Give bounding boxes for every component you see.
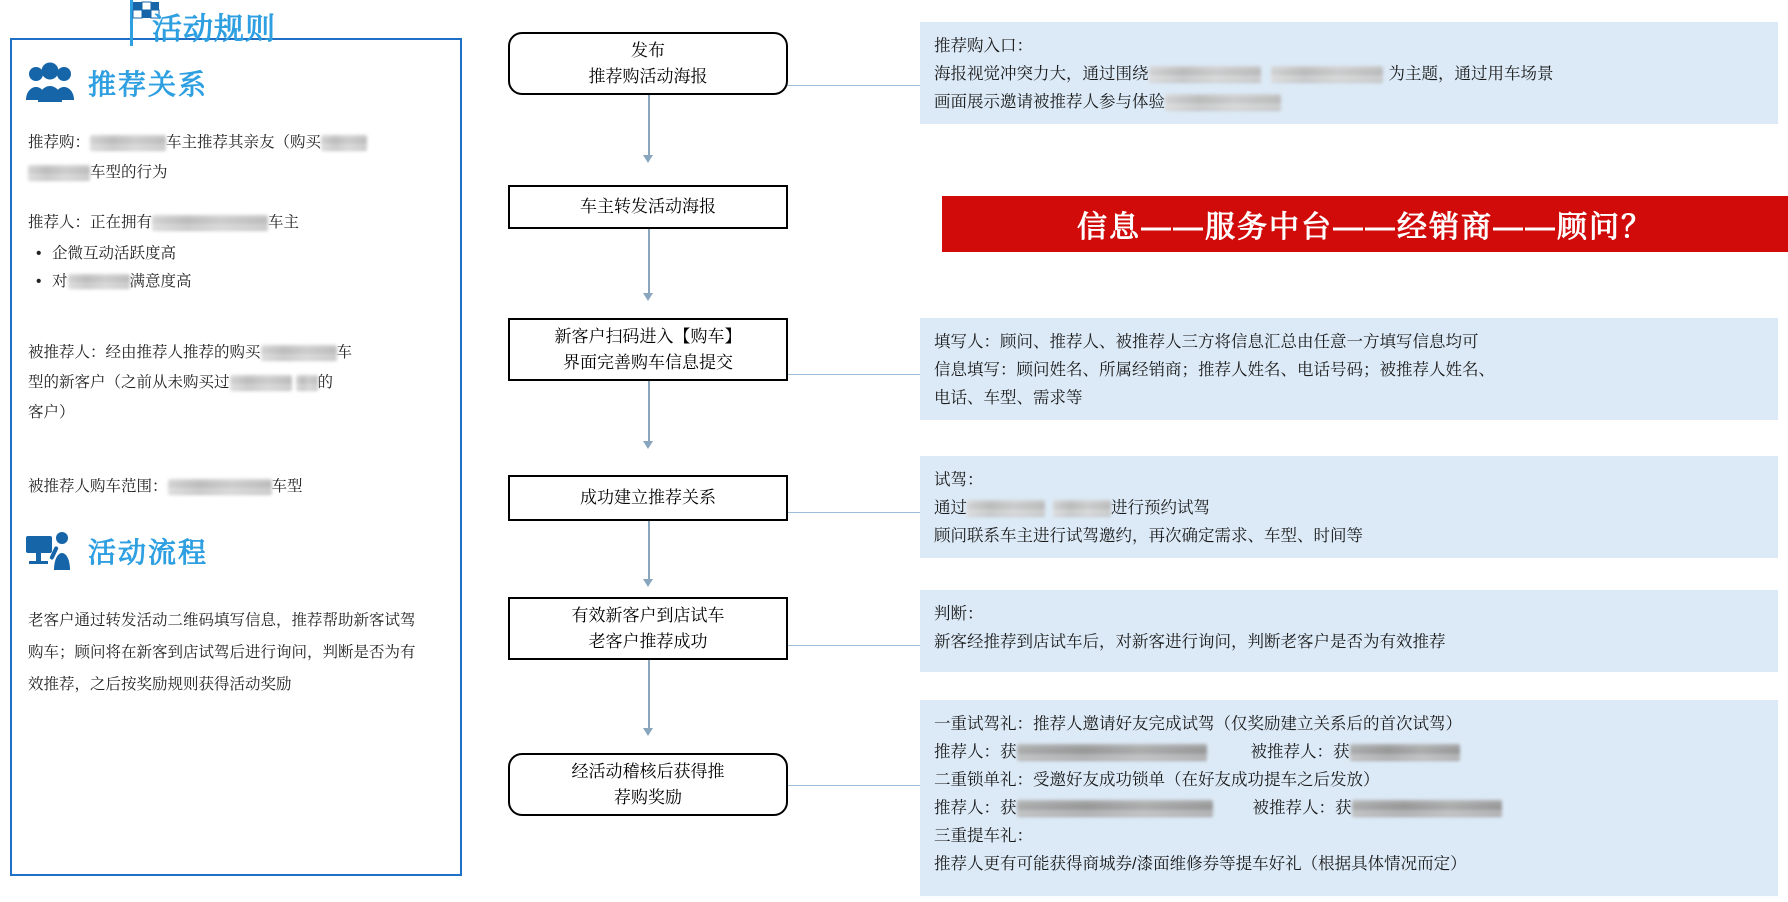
flow-node-relation-established[interactable] [508, 475, 788, 521]
text-tuijianren-b: 车主 [268, 214, 300, 231]
section-title-flow: 活动流程 [88, 537, 209, 568]
label-purchase-range: 被推荐人购车范围： [28, 478, 168, 495]
redacted-theme-1 [1149, 66, 1261, 83]
bullet-0-text: 企微互动活跃度高 [52, 245, 177, 262]
flow-node-valid-customer-visit[interactable] [508, 597, 788, 660]
flow-arrow-head-2 [643, 293, 653, 301]
callout-testdrive-line2-b: 进行预约试驾 [1111, 499, 1210, 517]
flow-arrow-2 [648, 225, 650, 295]
bullet-1-text-b: 满意度高 [129, 273, 192, 290]
label-tuijiangou: 推荐购： [28, 134, 91, 151]
callout-form-line2: 信息填写：顾问姓名、所属经销商；推荐人姓名、电话号码；被推荐人姓名、 [934, 361, 1495, 379]
callout-rewards-line2-a: 推荐人：获 [934, 743, 1017, 761]
redacted-brand-4 [152, 215, 268, 231]
callout-entry-line3 [934, 88, 1764, 116]
flow-arrow-head-4 [643, 579, 653, 587]
redacted-brand-1 [90, 135, 166, 151]
callout-entry-line2 [934, 60, 1764, 88]
flow-node-5-line2: 老客户推荐成功 [588, 631, 708, 651]
section-title-relation: 推荐关系 [88, 69, 209, 100]
callout-entry-line2-a: 海报视觉冲突力大，通过围绕 [934, 65, 1149, 83]
text-tuijiangou-c: 车型的行为 [90, 164, 168, 181]
callout-rewards-line6: 推荐人更有可能获得商城券/漆面维修券等提车好礼（根据具体情况而定） [934, 855, 1467, 873]
callout-rewards-line3: 二重锁单礼：受邀好友成功锁单（在好友成功提车之后发放） [934, 771, 1380, 789]
callout-rewards-line2 [934, 738, 1764, 766]
flow-arrow-head-1 [643, 155, 653, 163]
panel-title: 活动规则 [152, 13, 276, 46]
paragraph-purchase-range [28, 472, 420, 502]
flow-node-2-line1: 车主转发活动海报 [580, 197, 716, 216]
callout-rewards-line5: 三重提车礼： [934, 827, 1033, 845]
callout-form-line3: 电话、车型、需求等 [934, 389, 1083, 407]
flow-arrow-head-3 [643, 441, 653, 449]
redacted-brand-2 [321, 135, 367, 151]
callout-testdrive-line1: 试驾： [934, 471, 984, 489]
flow-arrow-4 [648, 520, 650, 581]
flow-arrow-5 [648, 660, 650, 730]
list-item [36, 268, 420, 296]
section-header-flow [24, 530, 208, 572]
flow-arrow-head-5 [643, 728, 653, 736]
callout-rewards-line2-b: 被推荐人：获 [1250, 743, 1350, 761]
redacted-brand-3 [28, 165, 90, 181]
redacted-reward-4 [1352, 800, 1502, 817]
redacted-reward-3 [1017, 800, 1213, 817]
text-beituijianren-e: 客户） [28, 404, 75, 421]
callout-connector-5 [780, 785, 920, 786]
flow-node-4-line1: 成功建立推荐关系 [580, 488, 716, 507]
callout-form [920, 318, 1778, 420]
redacted-reward-2 [1350, 744, 1460, 761]
flow-node-3-line2: 界面完善购车信息提交 [563, 352, 733, 372]
flow-arrow-1 [648, 95, 650, 157]
flow-node-scan-submit-info[interactable] [508, 318, 788, 381]
callout-testdrive-line3: 顾问联系车主进行试驾邀约，再次确定需求、车型、时间等 [934, 527, 1363, 545]
flow-arrow-3 [648, 381, 650, 443]
relation-bullet-list [36, 240, 420, 296]
callout-rewards-line4-a: 推荐人：获 [934, 799, 1017, 817]
flow-node-6-line1: 经活动稽核后获得推 [571, 761, 725, 781]
paragraph-tuijiangou [28, 128, 420, 188]
callout-entry-line2-b: 为主题，通过用车场景 [1388, 65, 1554, 83]
redacted-theme-3 [1165, 94, 1281, 111]
callout-rewards-line4 [934, 794, 1764, 822]
callout-connector-1 [780, 85, 920, 86]
flow-node-1-line1: 发布 [631, 40, 665, 60]
text-range-b: 车型 [271, 478, 303, 495]
text-beituijianren-b: 车 [336, 344, 353, 361]
redacted-channel-2 [1053, 500, 1111, 517]
label-beituijianren: 被推荐人：经由推荐人推荐的购买 [28, 344, 261, 361]
redacted-brand-6 [261, 345, 337, 361]
flow-node-owner-share-poster[interactable] [508, 185, 788, 229]
paragraph-flow-description: 老客户通过转发活动二维码填写信息，推荐帮助新客试驾购车；顾问将在新客到店试驾后进行询问，判断是否为有效推荐，之后按奖励规则获得活动奖励 [28, 612, 416, 693]
callout-testdrive-line2 [934, 494, 1764, 522]
red-banner: 信息——服务中台——经销商——顾问？ [942, 196, 1788, 252]
callout-judge [920, 590, 1778, 672]
redacted-brand-7 [230, 375, 292, 391]
callout-rewards-line1: 一重试驾礼：推荐人邀请好友完成试驾（仅奖励建立关系后的首次试驾） [934, 715, 1462, 733]
text-tuijiangou-b: 车主推荐其亲友（购买 [166, 134, 322, 151]
callout-judge-line2: 新客经推荐到店试车后，对新客进行询问，判断老客户是否为有效推荐 [934, 633, 1446, 651]
flow-node-audit-reward[interactable] [508, 753, 788, 816]
redacted-reward-1 [1017, 744, 1207, 761]
list-item [36, 240, 420, 268]
paragraph-beituijianren [28, 338, 420, 428]
text-beituijianren-d: 的 [317, 374, 334, 391]
redacted-brand-9 [168, 479, 272, 495]
callout-testdrive-line2-a: 通过 [934, 499, 967, 517]
label-tuijianren: 推荐人：正在拥有 [28, 214, 153, 231]
callout-entry [920, 22, 1778, 124]
paragraph-tuijianren [28, 208, 420, 238]
presenter-icon [24, 530, 76, 572]
flow-node-1-line2: 推荐购活动海报 [588, 66, 708, 86]
text-beituijianren-c: 型的新客户（之前从未购买过 [28, 374, 230, 391]
flow-node-publish-poster[interactable] [508, 32, 788, 95]
redacted-theme-2 [1271, 66, 1383, 83]
people-group-icon [24, 62, 76, 104]
callout-connector-2 [780, 374, 920, 375]
callout-entry-line3-a: 画面展示邀请被推荐人参与体验 [934, 93, 1165, 111]
callout-connector-3 [780, 512, 920, 513]
redacted-brand-8 [296, 375, 318, 391]
section-header-relation [24, 62, 208, 104]
callout-testdrive [920, 456, 1778, 558]
callout-connector-4 [780, 645, 920, 646]
callout-entry-line1: 推荐购入口： [934, 37, 1033, 55]
callout-rewards-line4-b: 被推荐人：获 [1252, 799, 1352, 817]
redacted-brand-5 [68, 274, 130, 289]
callout-form-line1: 填写人：顾问、推荐人、被推荐人三方将信息汇总由任意一方填写信息均可 [934, 333, 1479, 351]
flow-node-5-line1: 有效新客户到店试车 [571, 605, 725, 625]
flow-node-3-line1: 新客户扫码进入【购车】 [554, 326, 742, 346]
flow-node-6-line2: 荐购奖励 [614, 787, 682, 807]
callout-judge-line1: 判断： [934, 605, 984, 623]
callout-rewards [920, 700, 1778, 896]
bullet-1-text-a: 对 [52, 273, 68, 290]
redacted-channel-1 [967, 500, 1045, 517]
